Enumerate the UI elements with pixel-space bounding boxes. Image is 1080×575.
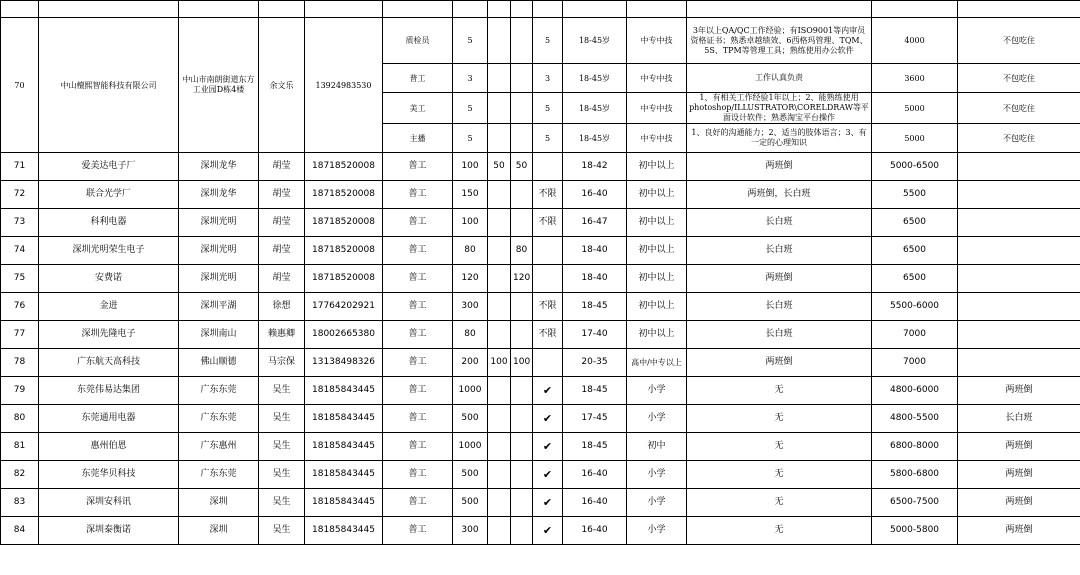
job-title: 美工	[383, 93, 453, 124]
headcount-female	[511, 209, 533, 237]
check-icon: ✔	[533, 461, 563, 489]
headcount-male	[488, 124, 511, 153]
headcount: 300	[453, 293, 488, 321]
salary: 3600	[872, 64, 958, 93]
headcount-female	[511, 93, 533, 124]
company-location: 广东东莞	[179, 405, 259, 433]
contact-phone: 18185843445	[305, 433, 383, 461]
headcount-female: 100	[511, 349, 533, 377]
job-title: 普工	[383, 377, 453, 405]
company-name: 深圳光明荣生电子	[39, 237, 179, 265]
note: 两班倒	[958, 461, 1080, 489]
note	[958, 321, 1080, 349]
table-row	[1, 265, 1080, 293]
company-name: 东莞伟易达集团	[39, 377, 179, 405]
requirements: 1、有相关工作经验1年以上；2、能熟练使用photoshop/ILLUSTRATOR\CORELDRAW等平面设计软件；熟悉淘宝平台操作	[687, 93, 872, 124]
headcount-female	[511, 433, 533, 461]
age-range: 16-40	[563, 517, 627, 545]
age-range: 17-40	[563, 321, 627, 349]
age-range: 18-45岁	[563, 64, 627, 93]
education: 初中以上	[627, 237, 687, 265]
requirements: 两班倒，长白班	[687, 181, 872, 209]
company-location: 深圳光明	[179, 265, 259, 293]
contact-person: 吴生	[259, 461, 305, 489]
job-title: 普工	[383, 153, 453, 181]
headcount: 500	[453, 405, 488, 433]
row-number: 81	[1, 433, 39, 461]
job-title: 普工	[383, 349, 453, 377]
company-name: 惠州伯恩	[39, 433, 179, 461]
contact-person: 胡莹	[259, 265, 305, 293]
job-title: 普工	[383, 265, 453, 293]
requirements: 无	[687, 433, 872, 461]
contact-person: 吴生	[259, 377, 305, 405]
table-row	[1, 321, 1080, 349]
company-name: 东莞华贝科技	[39, 461, 179, 489]
table-row	[1, 433, 1080, 461]
headcount: 120	[453, 265, 488, 293]
headcount-any: 不限	[533, 181, 563, 209]
headcount-male	[488, 321, 511, 349]
row-number: 72	[1, 181, 39, 209]
job-title: 普工	[383, 517, 453, 545]
headcount-male	[488, 209, 511, 237]
company-name: 深圳泰衡诺	[39, 517, 179, 545]
headcount-any: 5	[533, 124, 563, 153]
education: 小学	[627, 405, 687, 433]
education: 小学	[627, 517, 687, 545]
salary: 5000-5800	[872, 517, 958, 545]
requirements: 长白班	[687, 209, 872, 237]
salary: 4800-5500	[872, 405, 958, 433]
headcount-male: 100	[488, 349, 511, 377]
age-range: 18-45	[563, 377, 627, 405]
headcount-any	[533, 349, 563, 377]
headcount-male	[488, 18, 511, 64]
headcount: 80	[453, 321, 488, 349]
note: 不包吃住	[958, 64, 1080, 93]
headcount-any: 5	[533, 93, 563, 124]
age-range: 18-45	[563, 433, 627, 461]
salary: 5800-6800	[872, 461, 958, 489]
education: 初中以上	[627, 321, 687, 349]
headcount-female	[511, 181, 533, 209]
note: 两班倒	[958, 517, 1080, 545]
job-title: 普工	[383, 489, 453, 517]
requirements: 两班倒	[687, 349, 872, 377]
headcount-female	[511, 377, 533, 405]
requirements: 无	[687, 489, 872, 517]
row-number: 80	[1, 405, 39, 433]
contact-person: 徐想	[259, 293, 305, 321]
salary: 7000	[872, 349, 958, 377]
salary: 5500-6000	[872, 293, 958, 321]
note	[958, 265, 1080, 293]
contact-phone: 18185843445	[305, 489, 383, 517]
company-name: 金进	[39, 293, 179, 321]
salary: 6500	[872, 209, 958, 237]
headcount-male	[488, 181, 511, 209]
company-location: 广东惠州	[179, 433, 259, 461]
check-icon: ✔	[533, 489, 563, 517]
table-row	[1, 377, 1080, 405]
headcount-female	[511, 489, 533, 517]
company-location: 深圳	[179, 517, 259, 545]
age-range: 18-45岁	[563, 124, 627, 153]
education: 初中以上	[627, 293, 687, 321]
row-number: 84	[1, 517, 39, 545]
contact-person: 余文乐	[259, 18, 305, 153]
table-row	[1, 405, 1080, 433]
company-name: 深圳安科讯	[39, 489, 179, 517]
job-title: 普工	[383, 293, 453, 321]
headcount: 5	[453, 124, 488, 153]
company-location: 深圳南山	[179, 321, 259, 349]
education: 中专中技	[627, 64, 687, 93]
contact-phone: 13138498326	[305, 349, 383, 377]
headcount-any: 不限	[533, 293, 563, 321]
note: 不包吃住	[958, 93, 1080, 124]
salary: 4800-6000	[872, 377, 958, 405]
note: 不包吃住	[958, 124, 1080, 153]
headcount-male	[488, 93, 511, 124]
salary: 7000	[872, 321, 958, 349]
headcount: 80	[453, 237, 488, 265]
education: 中专中技	[627, 124, 687, 153]
headcount: 500	[453, 489, 488, 517]
age-range: 17-45	[563, 405, 627, 433]
headcount-any: 3	[533, 64, 563, 93]
age-range: 18-45岁	[563, 93, 627, 124]
row-number: 82	[1, 461, 39, 489]
education: 中专中技	[627, 18, 687, 64]
age-range: 18-45	[563, 293, 627, 321]
job-title: 普工	[383, 237, 453, 265]
headcount-female: 120	[511, 265, 533, 293]
company-name: 安费诺	[39, 265, 179, 293]
contact-phone: 18718520008	[305, 237, 383, 265]
company-name: 深圳先隆电子	[39, 321, 179, 349]
contact-person: 胡莹	[259, 153, 305, 181]
salary: 6500	[872, 265, 958, 293]
headcount-any: 不限	[533, 209, 563, 237]
education: 初中以上	[627, 265, 687, 293]
note	[958, 237, 1080, 265]
headcount: 500	[453, 461, 488, 489]
table-row	[1, 349, 1080, 377]
headcount: 5	[453, 93, 488, 124]
headcount-any	[533, 265, 563, 293]
company-location: 深圳光明	[179, 209, 259, 237]
row-number: 83	[1, 489, 39, 517]
job-title: 普工	[383, 321, 453, 349]
education: 小学	[627, 461, 687, 489]
education: 初中以上	[627, 153, 687, 181]
requirements: 两班倒	[687, 265, 872, 293]
contact-phone: 18002665380	[305, 321, 383, 349]
contact-person: 赖惠卿	[259, 321, 305, 349]
headcount: 100	[453, 153, 488, 181]
headcount-male	[488, 377, 511, 405]
salary: 5500	[872, 181, 958, 209]
contact-phone: 18718520008	[305, 181, 383, 209]
table-row-continued	[1, 1, 1080, 18]
headcount: 1000	[453, 377, 488, 405]
contact-person: 胡莹	[259, 181, 305, 209]
job-title: 普工	[383, 405, 453, 433]
note: 两班倒	[958, 489, 1080, 517]
headcount-male	[488, 461, 511, 489]
company-name: 联合光学厂	[39, 181, 179, 209]
headcount-male: 50	[488, 153, 511, 181]
company-name: 科利电器	[39, 209, 179, 237]
headcount-male	[488, 405, 511, 433]
headcount-female	[511, 64, 533, 93]
contact-person: 吴生	[259, 517, 305, 545]
company-location: 深圳龙华	[179, 181, 259, 209]
salary: 6800-8000	[872, 433, 958, 461]
job-title: 主播	[383, 124, 453, 153]
headcount-male	[488, 64, 511, 93]
education: 初中	[627, 433, 687, 461]
salary: 5000-6500	[872, 153, 958, 181]
company-name: 中山檀熙智能科技有限公司	[39, 18, 179, 153]
table-row	[1, 237, 1080, 265]
contact-person: 吴生	[259, 433, 305, 461]
table-row	[1, 489, 1080, 517]
headcount-female	[511, 293, 533, 321]
headcount-female	[511, 461, 533, 489]
table-row	[1, 517, 1080, 545]
row-number: 76	[1, 293, 39, 321]
headcount-male	[488, 237, 511, 265]
contact-person: 吴生	[259, 405, 305, 433]
headcount-female	[511, 405, 533, 433]
company-location: 广东东莞	[179, 377, 259, 405]
requirements: 长白班	[687, 321, 872, 349]
table-row	[1, 181, 1080, 209]
company-location: 深圳	[179, 489, 259, 517]
headcount: 1000	[453, 433, 488, 461]
age-range: 18-42	[563, 153, 627, 181]
education: 小学	[627, 377, 687, 405]
table-row	[1, 293, 1080, 321]
headcount-female	[511, 321, 533, 349]
headcount-female: 80	[511, 237, 533, 265]
requirements: 无	[687, 377, 872, 405]
requirements: 无	[687, 461, 872, 489]
row-number: 71	[1, 153, 39, 181]
contact-phone: 13924983530	[305, 18, 383, 153]
job-title: 质检员	[383, 18, 453, 64]
headcount: 3	[453, 64, 488, 93]
education: 初中以上	[627, 209, 687, 237]
job-title: 普工	[383, 64, 453, 93]
note: 不包吃住	[958, 18, 1080, 64]
contact-phone: 18718520008	[305, 153, 383, 181]
contact-phone: 18718520008	[305, 265, 383, 293]
requirements: 长白班	[687, 293, 872, 321]
headcount: 300	[453, 517, 488, 545]
age-range: 18-40	[563, 237, 627, 265]
company-name: 东莞通用电器	[39, 405, 179, 433]
headcount: 100	[453, 209, 488, 237]
salary: 4000	[872, 18, 958, 64]
contact-phone: 18185843445	[305, 377, 383, 405]
age-range: 18-45岁	[563, 18, 627, 64]
company-location: 深圳光明	[179, 237, 259, 265]
row-number: 77	[1, 321, 39, 349]
job-title: 普工	[383, 209, 453, 237]
check-icon: ✔	[533, 405, 563, 433]
headcount-male	[488, 265, 511, 293]
education: 小学	[627, 489, 687, 517]
contact-phone: 17764202921	[305, 293, 383, 321]
row-number: 74	[1, 237, 39, 265]
note: 两班倒	[958, 433, 1080, 461]
education: 高中/中专以上	[627, 349, 687, 377]
company-location: 深圳龙华	[179, 153, 259, 181]
requirements: 无	[687, 405, 872, 433]
company-name: 爱美达电子厂	[39, 153, 179, 181]
company-address: 中山市南朗街道东方工业园D栋4楼	[179, 18, 259, 153]
job-title: 普工	[383, 461, 453, 489]
table-row	[1, 18, 1080, 64]
headcount-male	[488, 517, 511, 545]
contact-phone: 18185843445	[305, 517, 383, 545]
salary: 6500-7500	[872, 489, 958, 517]
salary: 6500	[872, 237, 958, 265]
headcount-male	[488, 433, 511, 461]
contact-person: 胡莹	[259, 209, 305, 237]
age-range: 18-40	[563, 265, 627, 293]
headcount: 5	[453, 18, 488, 64]
age-range: 16-47	[563, 209, 627, 237]
note	[958, 181, 1080, 209]
requirements: 3年以上QA/QC工作经验；有ISO9001等内审员资格证书；熟悉卓越绩效、6西格玛管理、TQM、5S、TPM等管理工具；熟练使用办公软件	[687, 18, 872, 64]
education: 中专中技	[627, 93, 687, 124]
contact-person: 马宗保	[259, 349, 305, 377]
note	[958, 293, 1080, 321]
check-icon: ✔	[533, 377, 563, 405]
headcount-female	[511, 18, 533, 64]
education: 初中以上	[627, 181, 687, 209]
contact-phone: 18185843445	[305, 461, 383, 489]
salary: 5000	[872, 124, 958, 153]
company-location: 佛山顺德	[179, 349, 259, 377]
note: 长白班	[958, 405, 1080, 433]
check-icon: ✔	[533, 433, 563, 461]
headcount-male	[488, 489, 511, 517]
note: 两班倒	[958, 377, 1080, 405]
table-row	[1, 153, 1080, 181]
salary: 5000	[872, 93, 958, 124]
headcount-any: 5	[533, 18, 563, 64]
company-location: 广东东莞	[179, 461, 259, 489]
requirements: 无	[687, 517, 872, 545]
row-number: 79	[1, 377, 39, 405]
requirements: 长白班	[687, 237, 872, 265]
contact-phone: 18718520008	[305, 209, 383, 237]
contact-person: 吴生	[259, 489, 305, 517]
table-row	[1, 209, 1080, 237]
check-icon: ✔	[533, 517, 563, 545]
headcount-any	[533, 153, 563, 181]
note	[958, 153, 1080, 181]
age-range: 16-40	[563, 489, 627, 517]
note	[958, 349, 1080, 377]
note	[958, 209, 1080, 237]
requirements: 工作认真负责	[687, 64, 872, 93]
headcount-female: 50	[511, 153, 533, 181]
row-number: 70	[1, 18, 39, 153]
job-title: 普工	[383, 433, 453, 461]
headcount-any	[533, 237, 563, 265]
job-title: 普工	[383, 181, 453, 209]
headcount: 150	[453, 181, 488, 209]
headcount-any: 不限	[533, 321, 563, 349]
headcount-female	[511, 517, 533, 545]
requirements: 两班倒	[687, 153, 872, 181]
contact-phone: 18185843445	[305, 405, 383, 433]
headcount: 200	[453, 349, 488, 377]
headcount-female	[511, 124, 533, 153]
table-row	[1, 461, 1080, 489]
row-number: 78	[1, 349, 39, 377]
headcount-male	[488, 293, 511, 321]
contact-person: 胡莹	[259, 237, 305, 265]
row-number: 75	[1, 265, 39, 293]
age-range: 20-35	[563, 349, 627, 377]
row-number: 73	[1, 209, 39, 237]
company-location: 深圳平湖	[179, 293, 259, 321]
age-range: 16-40	[563, 461, 627, 489]
company-name: 广东航天高科技	[39, 349, 179, 377]
age-range: 16-40	[563, 181, 627, 209]
requirements: 1、良好的沟通能力；2、适当的肢体语言；3、有一定的心理知识	[687, 124, 872, 153]
